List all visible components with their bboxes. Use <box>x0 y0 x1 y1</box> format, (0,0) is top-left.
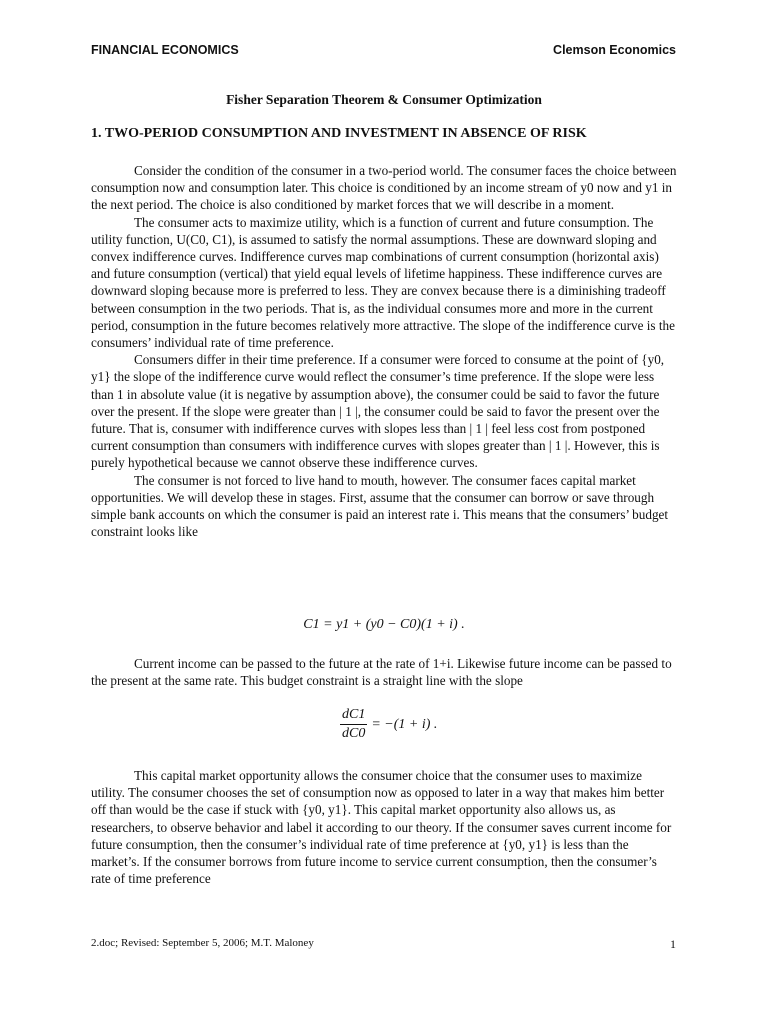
slope-numerator: dC1 <box>340 707 367 725</box>
section-heading: 1. TWO-PERIOD CONSUMPTION AND INVESTMENT IN ABSENCE OF RISK <box>91 126 587 141</box>
paragraph-2: The consumer acts to maximize utility, which is a function of current and future consumption. The utility function, U(C0, C1), is assumed to satisfy the normal assumptions. These are downward sloping and convex indifference curves. Indifference curves map combinations of current consumption (horizontal axis) and future consumption (vertical) that yield equal levels of lifetime happiness. These indifference curves are downward sloping because more is preferred to less. They are convex because there is a diminishing tradeoff between consumption in the two periods. That is, as the individual consumes more and more in the current period, consumption in the future becomes relatively more attractive. The slope of the indifference curve is the consumers’ individual rate of time preference. <box>91 214 675 351</box>
paragraph-6: This capital market opportunity allows the consumer choice that the consumer uses to maximize utility. The consumer chooses the set of consumption now as opposed to later in a way that makes him better off than would be the case if stuck with {y0, y1}. This capital market opportunity also allows us, as researchers, to observe behavior and label it according to our theory. If the consumer saves current income for future consumption, then the consumer’s individual rate of time preference at {y0, y1} is less than the market’s. If the consumer borrows from future income to service current consumption, then the consumer’s rate of time preference <box>91 768 672 887</box>
body-text-block-1 <box>91 162 677 540</box>
paragraph-4: The consumer is not forced to live hand to mouth, however. The consumer faces capital market opportunities. We will develop these in stages. First, assume that the consumer can borrow or save through simple bank accounts on which the consumer is paid an interest rate i. This means that the consumers’ budget constraint looks like <box>91 472 669 540</box>
running-header-left: FINANCIAL ECONOMICS <box>91 43 239 57</box>
body-text-block-2 <box>91 655 677 689</box>
document-title: Fisher Separation Theorem & Consumer Optimization <box>226 92 542 107</box>
page-number: 1 <box>670 937 676 951</box>
paragraph-5: Current income can be passed to the future at the rate of 1+i. Likewise future income can be passed to the present at the same rate. This budget constraint is a straight line with the slope <box>91 656 672 689</box>
body-text-block-3 <box>91 767 677 887</box>
paragraph-3: Consumers differ in their time preference. If a consumer were forced to consume at the point of {y0, y1} the slope of the indifference curve would reflect the consumer’s time preference. If the slope were less than 1 in absolute value (it is negative by assumption above), the consumer could be said to favor the future over the present. If the slope were greater than | 1 |, the consumer could be said to favor the present over the future. That is, consumer with indifference curves with slopes less than | 1 | feel less cost from postponed current consumption than consumers with indifference curves with slopes greater than | 1 |. However, this is purely hypothetical because we cannot observe these indifference curves. <box>91 352 665 471</box>
budget-constraint-equation: C1 = y1 + (y0 − C0)(1 + i) . <box>303 617 465 632</box>
slope-fraction <box>340 707 367 742</box>
footer-revision-note: 2.doc; Revised: September 5, 2006; M.T. Maloney <box>91 937 314 949</box>
slope-equation <box>340 707 437 742</box>
slope-rhs: = −(1 + i) . <box>371 716 438 732</box>
running-header-right: Clemson Economics <box>553 43 676 57</box>
slope-denominator: dC0 <box>342 726 366 741</box>
paragraph-1: Consider the condition of the consumer in a two-period world. The consumer faces the choice between consumption now and consumption later. This choice is conditioned by an income stream of y0 now and y1 in the next period. The choice is also conditioned by market forces that we will describe in a moment. <box>91 163 677 213</box>
